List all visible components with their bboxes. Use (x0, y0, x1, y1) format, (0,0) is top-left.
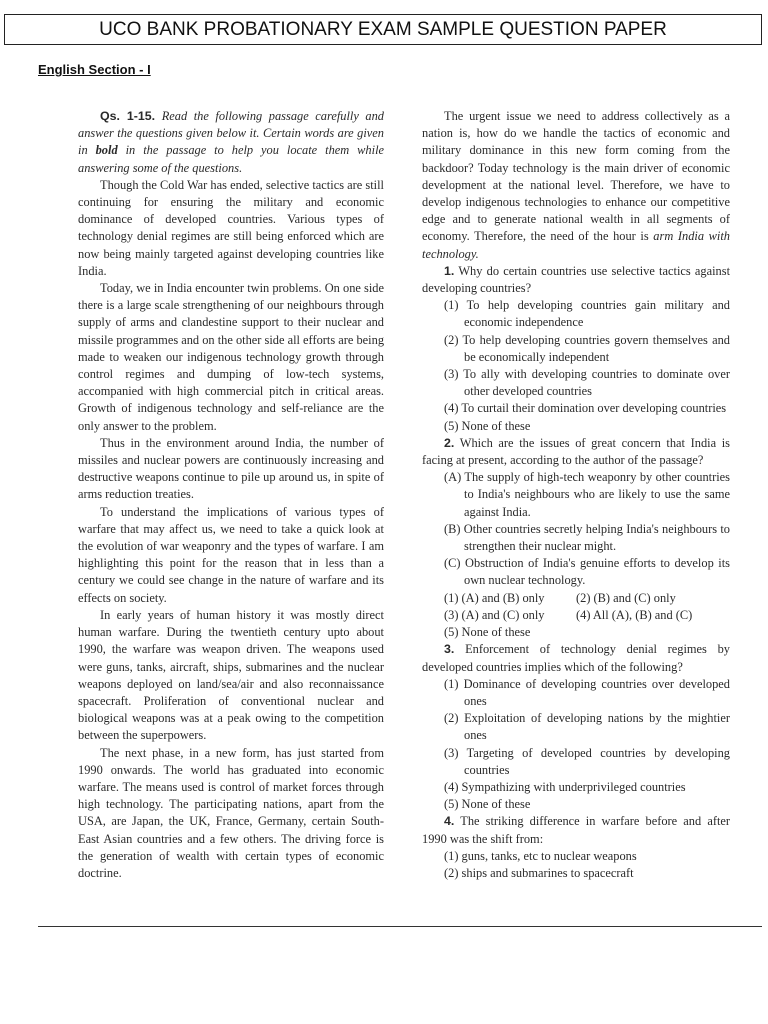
answer-option: (2) To help developing countries govern themselves and be economically independent (444, 332, 730, 364)
question-range: Qs. 1-15. (100, 109, 156, 123)
passage-paragraph-text: The urgent issue we need to address collectively as a nation is, how do we handle the tactics of economic and military dominance in this new form coming from the backdoor? Today technology is the main driver of economic development at the national level. Therefore, we have to develop indigenous technologies to enhance our competitive edge and to generate national wealth in all segments of economy. Therefore, the need of the hour is (422, 109, 730, 244)
answer-option: (3) To ally with developing countries to dominate over other developed countries (444, 367, 730, 399)
question-4 (422, 813, 730, 847)
answer-option-row (444, 590, 730, 607)
answer-option: (4) To curtail their domination over developing countries (444, 401, 727, 416)
statement-option: (B) Other countries secretly helping India's neighbours to strengthen their nuclear might. (444, 521, 730, 554)
answer-option: (4) Sympathizing with underprivileged countries (444, 779, 686, 794)
answer-option-row (444, 607, 730, 624)
answer-option: (1) To help developing countries gain military and economic independence (444, 298, 730, 330)
instructions (78, 108, 384, 177)
passage-paragraph: In early years of human history it was mostly direct human warfare. During the twentieth century upto about 1990, the warfare was weapon driven. The weapons used were guns, tanks, aircraft, ships, submarines and the nuclear weapons deployed on land/sea/air and also reconnaissance spacecraft. Proliferation of conventional nuclear and biological weapons was at a peak owing to the competition between the superpowers. (78, 607, 384, 743)
answer-option: (1) Dominance of developing countries over developed ones (444, 676, 730, 708)
question-3 (422, 641, 730, 675)
answer-option: (5) None of these (444, 625, 531, 640)
question-text: The striking difference in warfare before and after 1990 was the shift from: (422, 814, 731, 846)
instructions-text: Read the following passage carefully and answer the questions given below it. Certain words are given in (78, 109, 384, 158)
question-number: 1. (444, 263, 455, 278)
left-column (78, 108, 384, 882)
answer-option: (1) (A) and (B) only (444, 590, 545, 605)
answer-option: (3) Targeting of developed countries by developing countries (444, 745, 730, 777)
statement-option: (A) The supply of high-tech weaponry by other countries to India's neighbours who are likely to use the same against India. (444, 470, 730, 519)
bottom-divider (38, 926, 762, 927)
question-1 (422, 263, 730, 297)
answer-option: (2) (B) and (C) only (576, 590, 676, 605)
instructions-text-2: in the passage to help you locate them while answering some of the questions. (78, 143, 385, 175)
answer-option: (2) ships and submarines to spacecraft (444, 865, 634, 880)
question-2 (422, 435, 730, 469)
passage-paragraph: To understand the implications of various types of warfare that may affect us, we need to take a quick look at the evolution of war weaponry and the types of warfare. I am highlighting this point for the reason that in less than a century we could see change in the nature of warfare and its effects on society. (78, 504, 384, 605)
answer-option: (5) None of these (444, 797, 531, 812)
right-column (422, 108, 730, 882)
question-text: Why do certain countries use selective tactics against developing countries? (422, 263, 731, 296)
answer-option: (3) (A) and (C) only (444, 607, 545, 622)
passage-paragraph: Today, we in India encounter twin problems. On one side there is a large scale strengthening of our neighbours through supply of arms and clandestine support to their nuclear and missile programmes and on the other side all efforts are being made to weaken our indigenous technology growth through control regimes and dumping of low-tech systems, accompanied with high commercial pitch in critical areas. Growth of indigenous technology and self-reliance are the only answer to the problem. (78, 281, 385, 433)
question-text: Which are the issues of great concern that India is facing at present, according to the author of the passage? (422, 435, 731, 468)
answer-option: (2) Exploitation of developing nations by the mightier ones (444, 711, 730, 743)
answer-option: (1) guns, tanks, etc to nuclear weapons (444, 848, 637, 863)
passage-paragraph-italic: arm India with technology. (422, 229, 730, 261)
passage-paragraph: Thus in the environment around India, the number of missiles and nuclear powers are continuously increasing and destructive weapons continue to pile up around us, in spite of arms reduction treaties. (78, 435, 384, 502)
section-heading: English Section - I (38, 62, 151, 77)
passage-paragraph: The next phase, in a new form, has just started from 1990 onwards. The world has graduated into economic warfare. The means used is control of market forces through high technology. The participating nations, apart from the USA, are Japan, the UK, France, Germany, certain South-East Asian countries and a few others. The driving force is the generation of wealth with certain types of economic doctrine. (78, 745, 384, 880)
question-text: Enforcement of technology denial regimes by developed countries implies which of the following? (422, 642, 730, 674)
page-title-box (4, 14, 762, 45)
page-title: UCO BANK PROBATIONARY EXAM SAMPLE QUESTION PAPER (99, 19, 667, 40)
question-number: 2. (444, 435, 455, 450)
instructions-bold-word: bold (95, 143, 118, 158)
passage-paragraph (422, 108, 730, 263)
statement-option: (C) Obstruction of India's genuine efforts to develop its own nuclear technology. (444, 556, 730, 588)
question-number: 4. (444, 814, 455, 829)
answer-option: (4) All (A), (B) and (C) (576, 607, 693, 622)
passage-paragraph: Though the Cold War has ended, selective tactics are still continuing for ensuring the military and economic dominance of developed countries. Various types of technology denial regimes are still being enforced which are now being mainly targeted against developing countries like India. (78, 177, 384, 278)
answer-option: (5) None of these (444, 418, 531, 433)
question-number: 3. (444, 642, 455, 657)
